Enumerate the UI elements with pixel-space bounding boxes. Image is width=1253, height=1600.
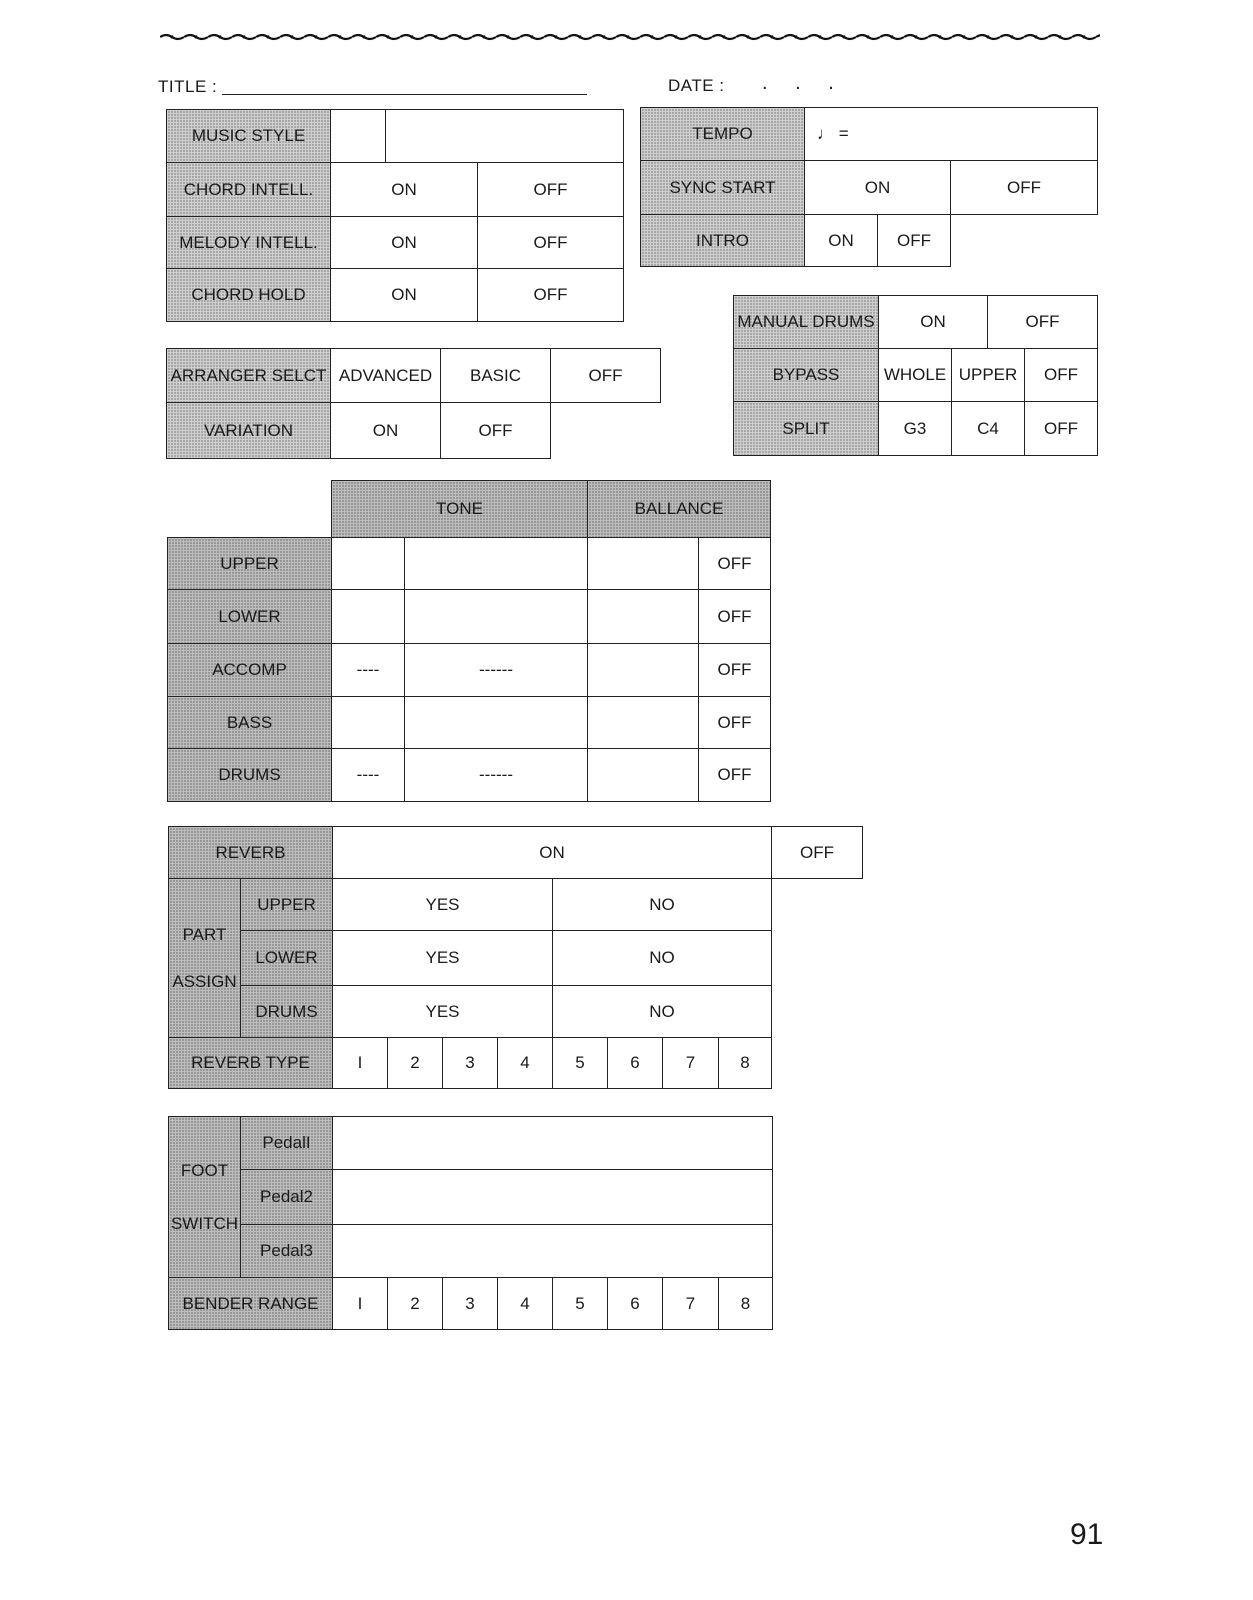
part-assign-drums-yes[interactable]: YES [333,986,553,1038]
arranger-select-label: ARRANGER SELCT [167,349,331,403]
split-off[interactable]: OFF [1025,402,1098,456]
ballance-value-cell[interactable] [588,538,699,590]
music-style-label: MUSIC STYLE [167,110,331,163]
bypass-label: BYPASS [734,349,879,402]
tempo-table [640,107,1098,267]
melody-intell-off[interactable]: OFF [478,217,624,269]
style-table [166,109,624,322]
pedal-assign-cell[interactable] [333,1225,773,1278]
tone-name-cell[interactable] [405,590,588,644]
reverb-type-option[interactable]: 2 [388,1038,443,1089]
part-assign-lower-yes[interactable]: YES [333,931,553,986]
pedal-assign-cell[interactable] [333,1117,773,1170]
reverb-off[interactable]: OFF [772,827,863,879]
ballance-off[interactable]: OFF [699,590,771,644]
tone-row-label: LOWER [168,590,332,644]
chord-hold-off[interactable]: OFF [478,269,624,322]
date-field[interactable]: . . . [762,72,834,94]
intro-on[interactable]: ON [805,215,878,267]
bender-range-option[interactable]: 8 [719,1278,773,1330]
ballance-value-cell[interactable] [588,749,699,802]
tone-number-cell[interactable] [332,590,405,644]
reverb-type-option[interactable]: I [333,1038,388,1089]
chord-hold-on[interactable]: ON [331,269,478,322]
tone-row-label: DRUMS [168,749,332,802]
drums-table [733,295,1098,456]
tone-row-label: ACCOMP [168,644,332,697]
part-assign-drums-no[interactable]: NO [553,986,772,1038]
chord-intell-label: CHORD INTELL. [167,163,331,217]
music-style-name-cell[interactable] [386,110,624,163]
intro-blank [951,215,1098,267]
tempo-label: TEMPO [641,108,805,161]
pedal-label: Pedal2 [241,1170,333,1225]
manual-drums-label: MANUAL DRUMS [734,296,879,349]
switch-label: SWITCH [170,1214,239,1233]
pedal-assign-cell[interactable] [333,1170,773,1225]
tone-number-dash: ---- [332,749,405,802]
bender-range-option[interactable]: 2 [388,1278,443,1330]
split-label: SPLIT [734,402,879,456]
title-field[interactable] [222,94,587,95]
chord-hold-label: CHORD HOLD [167,269,331,322]
bender-range-option[interactable]: 4 [498,1278,553,1330]
ballance-off[interactable]: OFF [699,538,771,590]
foot-switch-table [168,1116,773,1330]
part-assign-drums-label: DRUMS [241,986,333,1038]
intro-off[interactable]: OFF [878,215,951,267]
assign-label: ASSIGN [172,972,237,991]
tone-corner-blank [168,481,332,538]
tone-name-cell[interactable] [405,538,588,590]
part-assign-label [169,879,241,1038]
ballance-off[interactable]: OFF [699,749,771,802]
pedal-label: Pedal3 [241,1225,333,1278]
bender-range-option[interactable]: I [333,1278,388,1330]
chord-intell-on[interactable]: ON [331,163,478,217]
reverb-type-option[interactable]: 8 [719,1038,772,1089]
reverb-type-option[interactable]: 6 [608,1038,663,1089]
foot-label: FOOT [180,1161,229,1180]
reverb-type-option[interactable]: 5 [553,1038,608,1089]
part-assign-lower-no[interactable]: NO [553,931,772,986]
tone-row-label: BASS [168,697,332,749]
foot-switch-label [169,1117,241,1278]
bender-range-option[interactable]: 6 [608,1278,663,1330]
decorative-top-rule [160,33,1100,41]
variation-blank [551,403,661,459]
ballance-header: BALLANCE [588,481,771,538]
bypass-upper[interactable]: UPPER [952,349,1025,402]
page-number: 91 [1070,1518,1104,1551]
bypass-off[interactable]: OFF [1025,349,1098,402]
tone-table [167,480,771,802]
reverb-type-option[interactable]: 4 [498,1038,553,1089]
tone-header: TONE [332,481,588,538]
melody-intell-label: MELODY INTELL. [167,217,331,269]
bender-range-option[interactable]: 7 [663,1278,719,1330]
sync-start-label: SYNC START [641,161,805,215]
part-assign-upper-no[interactable]: NO [553,879,772,931]
arranger-off[interactable]: OFF [551,349,661,403]
sync-start-on[interactable]: ON [805,161,951,215]
variation-label: VARIATION [167,403,331,459]
tone-number-cell[interactable] [332,538,405,590]
bypass-whole[interactable]: WHOLE [879,349,952,402]
reverb-type-label: REVERB TYPE [169,1038,333,1089]
split-c4[interactable]: C4 [952,402,1025,456]
sync-start-off[interactable]: OFF [951,161,1098,215]
manual-drums-off[interactable]: OFF [988,296,1098,349]
intro-label: INTRO [641,215,805,267]
ballance-value-cell[interactable] [588,697,699,749]
melody-intell-on[interactable]: ON [331,217,478,269]
tempo-value-cell[interactable]: ♩ = [805,108,1098,161]
reverb-table [168,826,863,1089]
title-label: TITLE : [158,77,218,96]
tone-number-dash: ---- [332,644,405,697]
variation-on[interactable]: ON [331,403,441,459]
reverb-label: REVERB [169,827,333,879]
ballance-value-cell[interactable] [588,590,699,644]
reverb-on[interactable]: ON [333,827,772,879]
bender-range-label: BENDER RANGE [169,1278,333,1330]
tone-name-cell[interactable] [405,697,588,749]
pedal-label: PedalI [241,1117,333,1170]
bender-range-option[interactable]: 3 [443,1278,498,1330]
part-assign-lower-label: LOWER [241,931,333,986]
manual-drums-on[interactable]: ON [879,296,988,349]
ballance-off[interactable]: OFF [699,644,771,697]
arranger-table [166,348,661,459]
tone-name-dash: ------ [405,749,588,802]
chord-intell-off[interactable]: OFF [478,163,624,217]
variation-off[interactable]: OFF [441,403,551,459]
tone-name-dash: ------ [405,644,588,697]
tone-row-label: UPPER [168,538,332,590]
arranger-basic[interactable]: BASIC [441,349,551,403]
reverb-type-option[interactable]: 7 [663,1038,719,1089]
ballance-value-cell[interactable] [588,644,699,697]
arranger-advanced[interactable]: ADVANCED [331,349,441,403]
part-assign-upper-yes[interactable]: YES [333,879,553,931]
part-label: PART [182,925,227,944]
music-style-number-cell[interactable] [331,110,386,163]
date-label: DATE : [668,76,725,95]
tone-number-cell[interactable] [332,697,405,749]
bender-range-option[interactable]: 5 [553,1278,608,1330]
split-g3[interactable]: G3 [879,402,952,456]
ballance-off[interactable]: OFF [699,697,771,749]
reverb-type-option[interactable]: 3 [443,1038,498,1089]
part-assign-upper-label: UPPER [241,879,333,931]
